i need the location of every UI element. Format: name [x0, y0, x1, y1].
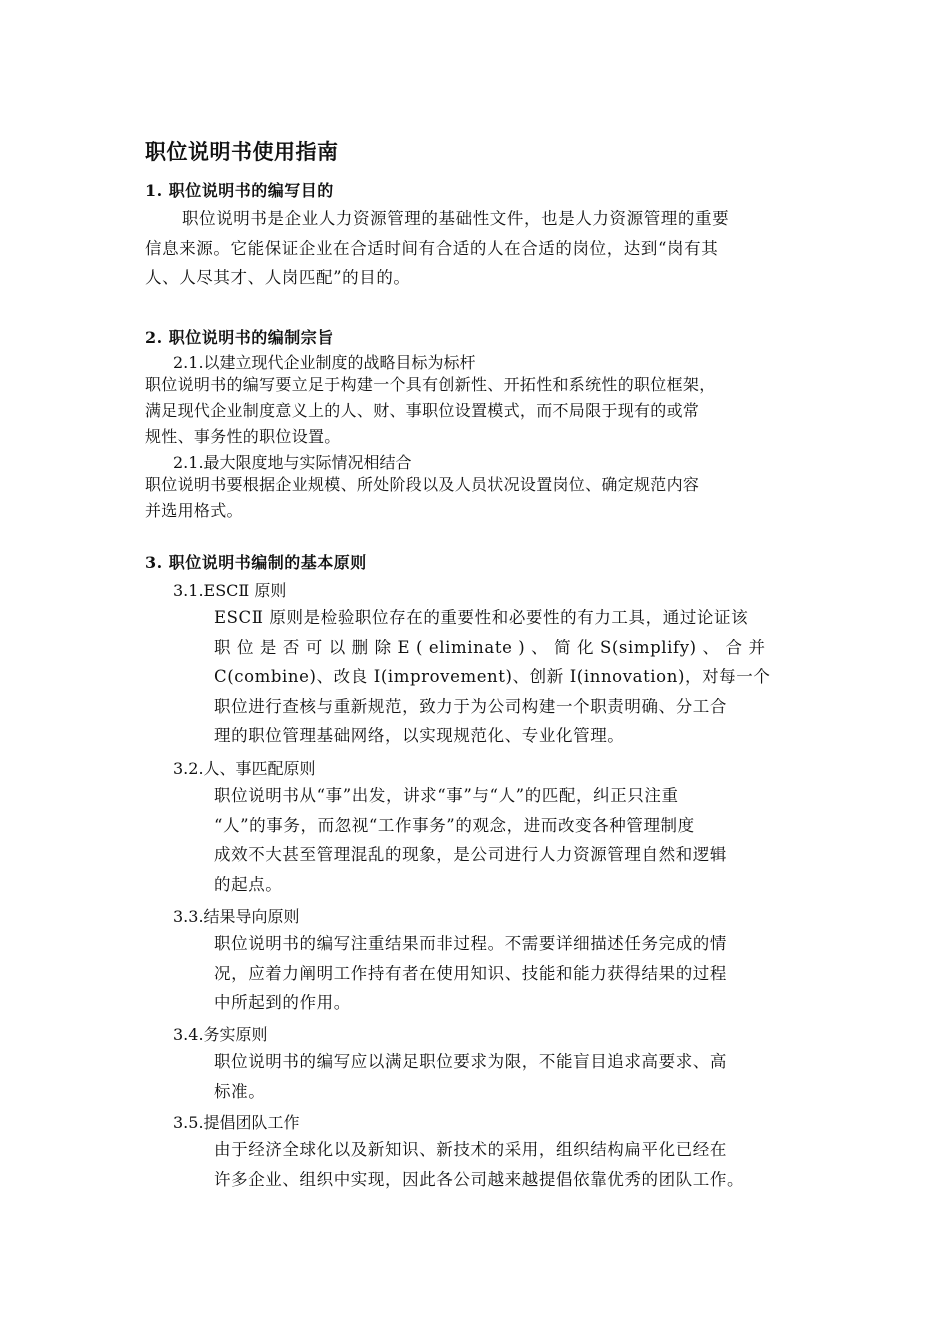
paragraph-line: 职位说明书要根据企业规模、所处阶段以及人员状况设置岗位、确定规范内容	[145, 475, 700, 494]
section-3-4-paragraph	[214, 1047, 810, 1106]
section-3-2-paragraph	[214, 781, 810, 899]
paragraph-line: C(combine)、改良 I(improvement)、创新 I(innovation)，对每一个	[214, 667, 771, 686]
paragraph-line: 职 位 是 否 可 以 删 除 E ( eliminate ) 、 简 化 S(simplify) 、 合 并	[214, 637, 766, 657]
paragraph-line: 满足现代企业制度意义上的人、财、事职位设置模式，而不局限于现有的或常	[145, 401, 700, 420]
section-3-1-paragraph	[214, 603, 810, 751]
section-2-1-paragraph	[145, 372, 813, 450]
paragraph-line: 职位说明书从“事”出发，讲求“事”与“人”的匹配，纠正只注重	[214, 786, 679, 805]
section-3-3-label: 3.3.结果导向原则	[173, 907, 300, 926]
section-3-5-paragraph	[214, 1135, 810, 1194]
paragraph-line: 理的职位管理基础网络，以实现规范化、专业化管理。	[214, 726, 625, 745]
paragraph-line: 规性、事务性的职位设置。	[145, 427, 341, 446]
paragraph-line: 由于经济全球化以及新知识、新技术的采用，组织结构扁平化已经在	[214, 1140, 727, 1159]
section-1-paragraph	[145, 204, 813, 293]
section-3-4-label: 3.4.务实原则	[173, 1025, 268, 1044]
paragraph-line: 职位说明书是企业人力资源管理的基础性文件，也是人力资源管理的重要	[182, 209, 730, 228]
section-3-5-label: 3.5.提倡团队工作	[173, 1113, 300, 1132]
section-3-heading: 3. 职位说明书编制的基本原则	[145, 553, 367, 572]
paragraph-line: 职位进行查核与重新规范，致力于为公司构建一个职责明确、分工合	[214, 696, 727, 716]
section-2-2-paragraph	[145, 472, 813, 524]
paragraph-line: 职位说明书的编写注重结果而非过程。不需要详细描述任务完成的情	[214, 934, 727, 953]
paragraph-line: ESCⅡ 原则是检验职位存在的重要性和必要性的有力工具，通过论证该	[214, 608, 749, 627]
paragraph-line: 许多企业、组织中实现，因此各公司越来越提倡依靠优秀的团队工作。	[214, 1169, 745, 1189]
paragraph-line: 并选用格式。	[145, 501, 243, 520]
section-2-heading: 2. 职位说明书的编制宗旨	[145, 328, 334, 347]
section-3-3-paragraph	[214, 929, 810, 1018]
paragraph-line: “人”的事务，而忽视“工作事务”的观念，进而改变各种管理制度	[214, 815, 695, 835]
paragraph-line: 况，应着力阐明工作持有者在使用知识、技能和能力获得结果的过程	[214, 963, 727, 983]
section-2-1-label: 2.1.以建立现代企业制度的战略目标为标杆	[173, 353, 476, 372]
page-title: 职位说明书使用指南	[145, 140, 339, 164]
paragraph-line: 成效不大甚至管理混乱的现象，是公司进行人力资源管理自然和逻辑	[214, 845, 727, 864]
paragraph-line: 职位说明书的编写应以满足职位要求为限，不能盲目追求高要求、高	[214, 1052, 727, 1071]
section-1-heading: 1. 职位说明书的编写目的	[145, 181, 334, 200]
paragraph-line: 人、人尽其才、人岗匹配”的目的。	[145, 268, 411, 287]
paragraph-line: 中所起到的作用。	[214, 993, 351, 1012]
section-3-1-label: 3.1.ESCⅡ 原则	[173, 581, 287, 600]
section-2-2-label: 2.1.最大限度地与实际情况相结合	[173, 453, 412, 472]
section-3-2-label: 3.2.人、事匹配原则	[173, 759, 316, 778]
paragraph-line: 信息来源。它能保证企业在合适时间有合适的人在合适的岗位，达到“岗有其	[145, 238, 719, 258]
paragraph-line: 职位说明书的编写要立足于构建一个具有创新性、开拓性和系统性的职位框架，	[145, 375, 716, 394]
paragraph-line: 标准。	[214, 1081, 266, 1101]
paragraph-line: 的起点。	[214, 874, 283, 894]
